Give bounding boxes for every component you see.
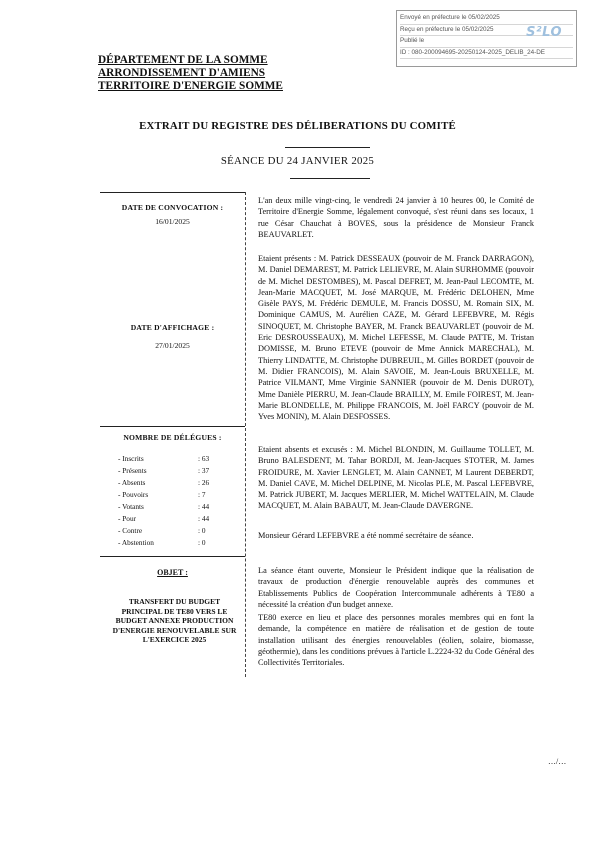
stamp-envoye: Envoyé en préfecture le 05/02/2025 — [400, 13, 573, 25]
affichage-date: 27/01/2025 — [155, 341, 190, 350]
count-votants: - Votants : 44 — [118, 502, 210, 511]
convocation-label: DATE DE CONVOCATION : — [121, 203, 224, 212]
presents-paragraph: Etaient présents : M. Patrick DESSEAUX (pouvoir de M. Franck DARRAGON), M. Daniel DEMAREST, M. Patrick LELIEVRE, M. Alain SURHOMME (pouvoir de M. Michel DESTOMBES), M. Pascal DEFRET, M. Jean-Paul LECOMTE, M. Jean-Marie MACQUET, M. José MARQUE, M. Frédéric DELOHEN, Mme Gisèle PAYS, M. Frédéric DEMULE, M. Francis DOSSU, M. Romain SIX, M. Dominique CAMUS, M. Aurélien CAZE, M. Gérard LEFEBVRE, M. Régis SINOQUET, M. Christophe BAYER, M. Franck BEAUVARLET (pouvoir de M. Eric DESROUSSEAUX), M. Michel LEFESSE, M. Claude PATTE, M. Tristan DOMISSE, M. Bruno ETEVE (pouvoir de Mme Annick MARECHAL), M. Thierry LINDATTE, M. Christophe DUBREUIL, M. Gilles BORDET (pouvoir de M. Didier FRANCOIS), M. Alain SAVOIE, M. Jean-Louis BRUXELLE, M. Patrice VILMANT, Mme Virginie SANNIER (pouvoir de M. Denis DUROT), Mme Danièle PIERRU, M. Jean-Claude BRAILLY, M. Emile FOIREST, M. Jean-Marie BLONDELLE, M. Philippe FRANCOIS, M. Joël FARCY (pouvoir de M. Yves MONIN), M. Alain DESFOSSES. — [258, 254, 534, 422]
stamp-id: ID : 080-200094695-20250124-2025_DELIB_24-DE — [400, 48, 573, 60]
seance-divider — [290, 178, 370, 179]
seance-date: SÉANCE DU 24 JANVIER 2025 — [220, 155, 375, 167]
left-separator — [100, 192, 245, 193]
objet-label: OBJET : — [157, 568, 188, 577]
convocation-date: 16/01/2025 — [155, 217, 190, 226]
stamp-publie: Publié le — [400, 36, 573, 48]
delegues-label: NOMBRE DE DÉLÉGUES : — [123, 433, 222, 442]
objet-text: TRANSFERT DU BUDGET PRINCIPAL DE TE80 VERS LE BUDGET ANNEXE PRODUCTION D'ENERGIE RENOUVELABLE SUR L'EXERCICE 2025 — [112, 597, 237, 645]
stamp-recu: Reçu en préfecture le 05/02/2025 — [400, 25, 573, 37]
count-pour: - Pour : 44 — [118, 514, 210, 523]
title-divider — [285, 147, 370, 148]
affichage-label: DATE D'AFFICHAGE : — [130, 323, 215, 332]
count-presents: - Présents : 37 — [118, 466, 210, 475]
header-arrondissement: ARRONDISSEMENT D'AMIENS — [98, 67, 266, 80]
count-absents: - Absents : 26 — [118, 478, 210, 487]
s2lo-logo: S²LO — [526, 25, 562, 40]
count-abstention: - Abstention : 0 — [118, 538, 206, 547]
absents-paragraph: Etaient absents et excusés : M. Michel BLONDIN, M. Guillaume TOLLET, M. Bruno BALESDENT, M. Tahar BORDJI, M. Jean-Jacques STOTER, M. James FROIDURE, M. Xavier LENGLET, M. Alain CANNET, M Laurent DEBERDT, M. Daniel CAVE, M. Michel DELPINE, M. Nicolas PLE, M. Pascal LEFEBVRE, M. Patrick JUBERT, M. Jacques MERLIER, M. Michel WATTELAIN, M. Claude MACQUET, M. Alain BABAUT, M. Jean-Claude DAVERGNE. — [258, 445, 534, 511]
header-territoire: TERRITOIRE D'ENERGIE SOMME — [98, 80, 283, 93]
seance-ouverte-paragraph: La séance étant ouverte, Monsieur le Président indique que la réalisation de travaux de production d'énergie renouvelable auprès des communes et Etablissements Publics de Coopération Intercommunale adhérents à TE80 a nécessité la création d'un budget annexe. — [258, 566, 534, 609]
count-inscrits: - Inscrits : 63 — [118, 454, 210, 463]
header-departement: DÉPARTEMENT DE LA SOMME — [98, 54, 268, 66]
document-header — [98, 54, 283, 94]
left-separator — [100, 556, 245, 557]
secretaire-paragraph: Monsieur Gérard LEFEBVRE a été nommé secrétaire de séance. — [258, 531, 474, 540]
continuation-mark: …/… — [548, 757, 567, 766]
intro-paragraph: L'an deux mille vingt-cinq, le vendredi 24 janvier à 10 heures 00, le Comité de Territoire d'Energie Somme, légalement convoqué, s'est réuni dans ses locaux, 1 rue César Chauchat à BOVES, sous la présidence de Monsieur Franck BEAUVARLET. — [258, 196, 534, 239]
document-title: EXTRAIT DU REGISTRE DES DÉLIBERATIONS DU COMITÉ — [139, 120, 456, 132]
te80-paragraph: TE80 exerce en lieu et place des personnes morales membres qui en font la demande, la compétence en matière de réalisation et de gestion de toute installation utilisant des énergies renouvelables (éolien, solaire, biomasse, géothermie), dans les conditions prévues à l'article L.2224-32 du Code Général des Collectivités Territoriales. — [258, 613, 534, 668]
count-pouvoirs: - Pouvoirs : 7 — [118, 490, 206, 499]
left-separator — [100, 426, 245, 427]
prefecture-stamp — [396, 10, 577, 67]
count-contre: - Contre : 0 — [118, 526, 206, 535]
